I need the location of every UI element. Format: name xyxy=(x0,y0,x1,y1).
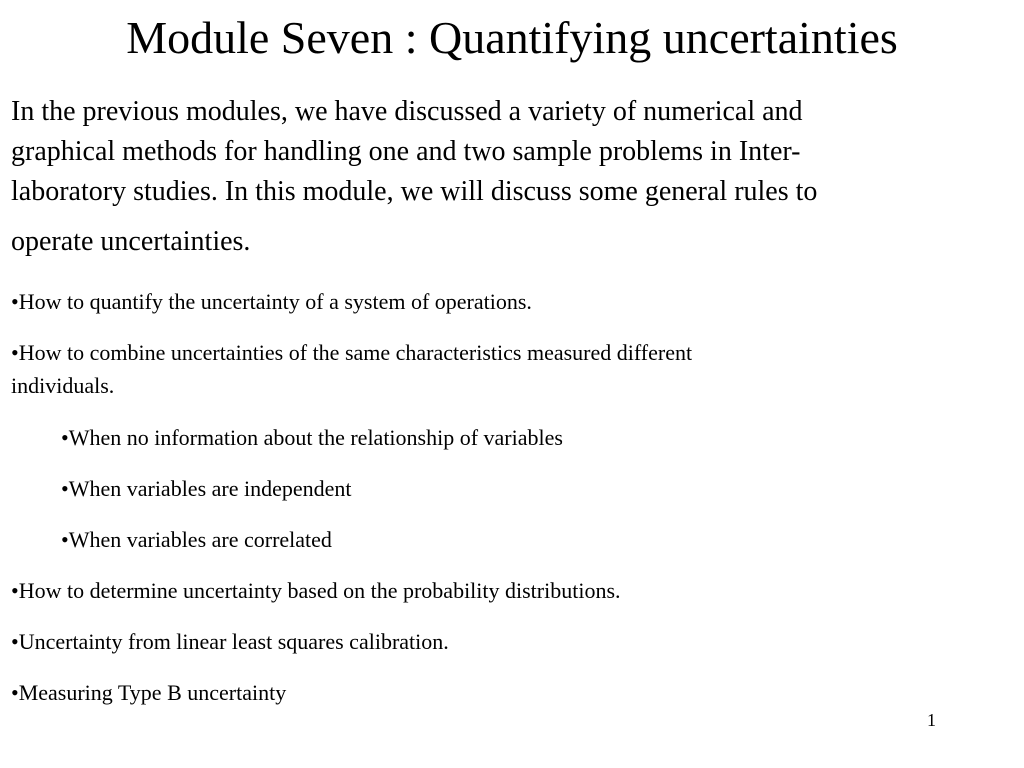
sub-bullet-correlated: •When variables are correlated xyxy=(61,527,332,552)
sub-bullet-no-information: •When no information about the relationship of variables xyxy=(61,425,563,450)
bullet-least-squares: •Uncertainty from linear least squares calibration. xyxy=(11,629,449,654)
intro-line-3: laboratory studies. In this module, we will discuss some general rules to xyxy=(11,176,818,207)
bullet-quantify-system: •How to quantify the uncertainty of a system of operations. xyxy=(11,289,532,314)
bullet-combine-line-2: individuals. xyxy=(11,373,115,398)
slide-title: Module Seven : Quantifying uncertainties xyxy=(126,12,898,63)
bullet-probability-distributions: •How to determine uncertainty based on the probability distributions. xyxy=(11,578,621,603)
bullet-combine-uncertainties xyxy=(11,336,692,402)
intro-line-2: graphical methods for handling one and two sample problems in Inter- xyxy=(11,136,801,167)
bullet-type-b: •Measuring Type B uncertainty xyxy=(11,680,287,705)
intro-line-4: operate uncertainties. xyxy=(11,226,251,257)
bullet-combine-line-1: •How to combine uncertainties of the same characteristics measured different xyxy=(11,340,693,365)
sub-bullet-independent: •When variables are independent xyxy=(61,476,352,501)
intro-line-1: In the previous modules, we have discussed a variety of numerical and xyxy=(11,96,803,127)
page-number: 1 xyxy=(927,710,936,730)
